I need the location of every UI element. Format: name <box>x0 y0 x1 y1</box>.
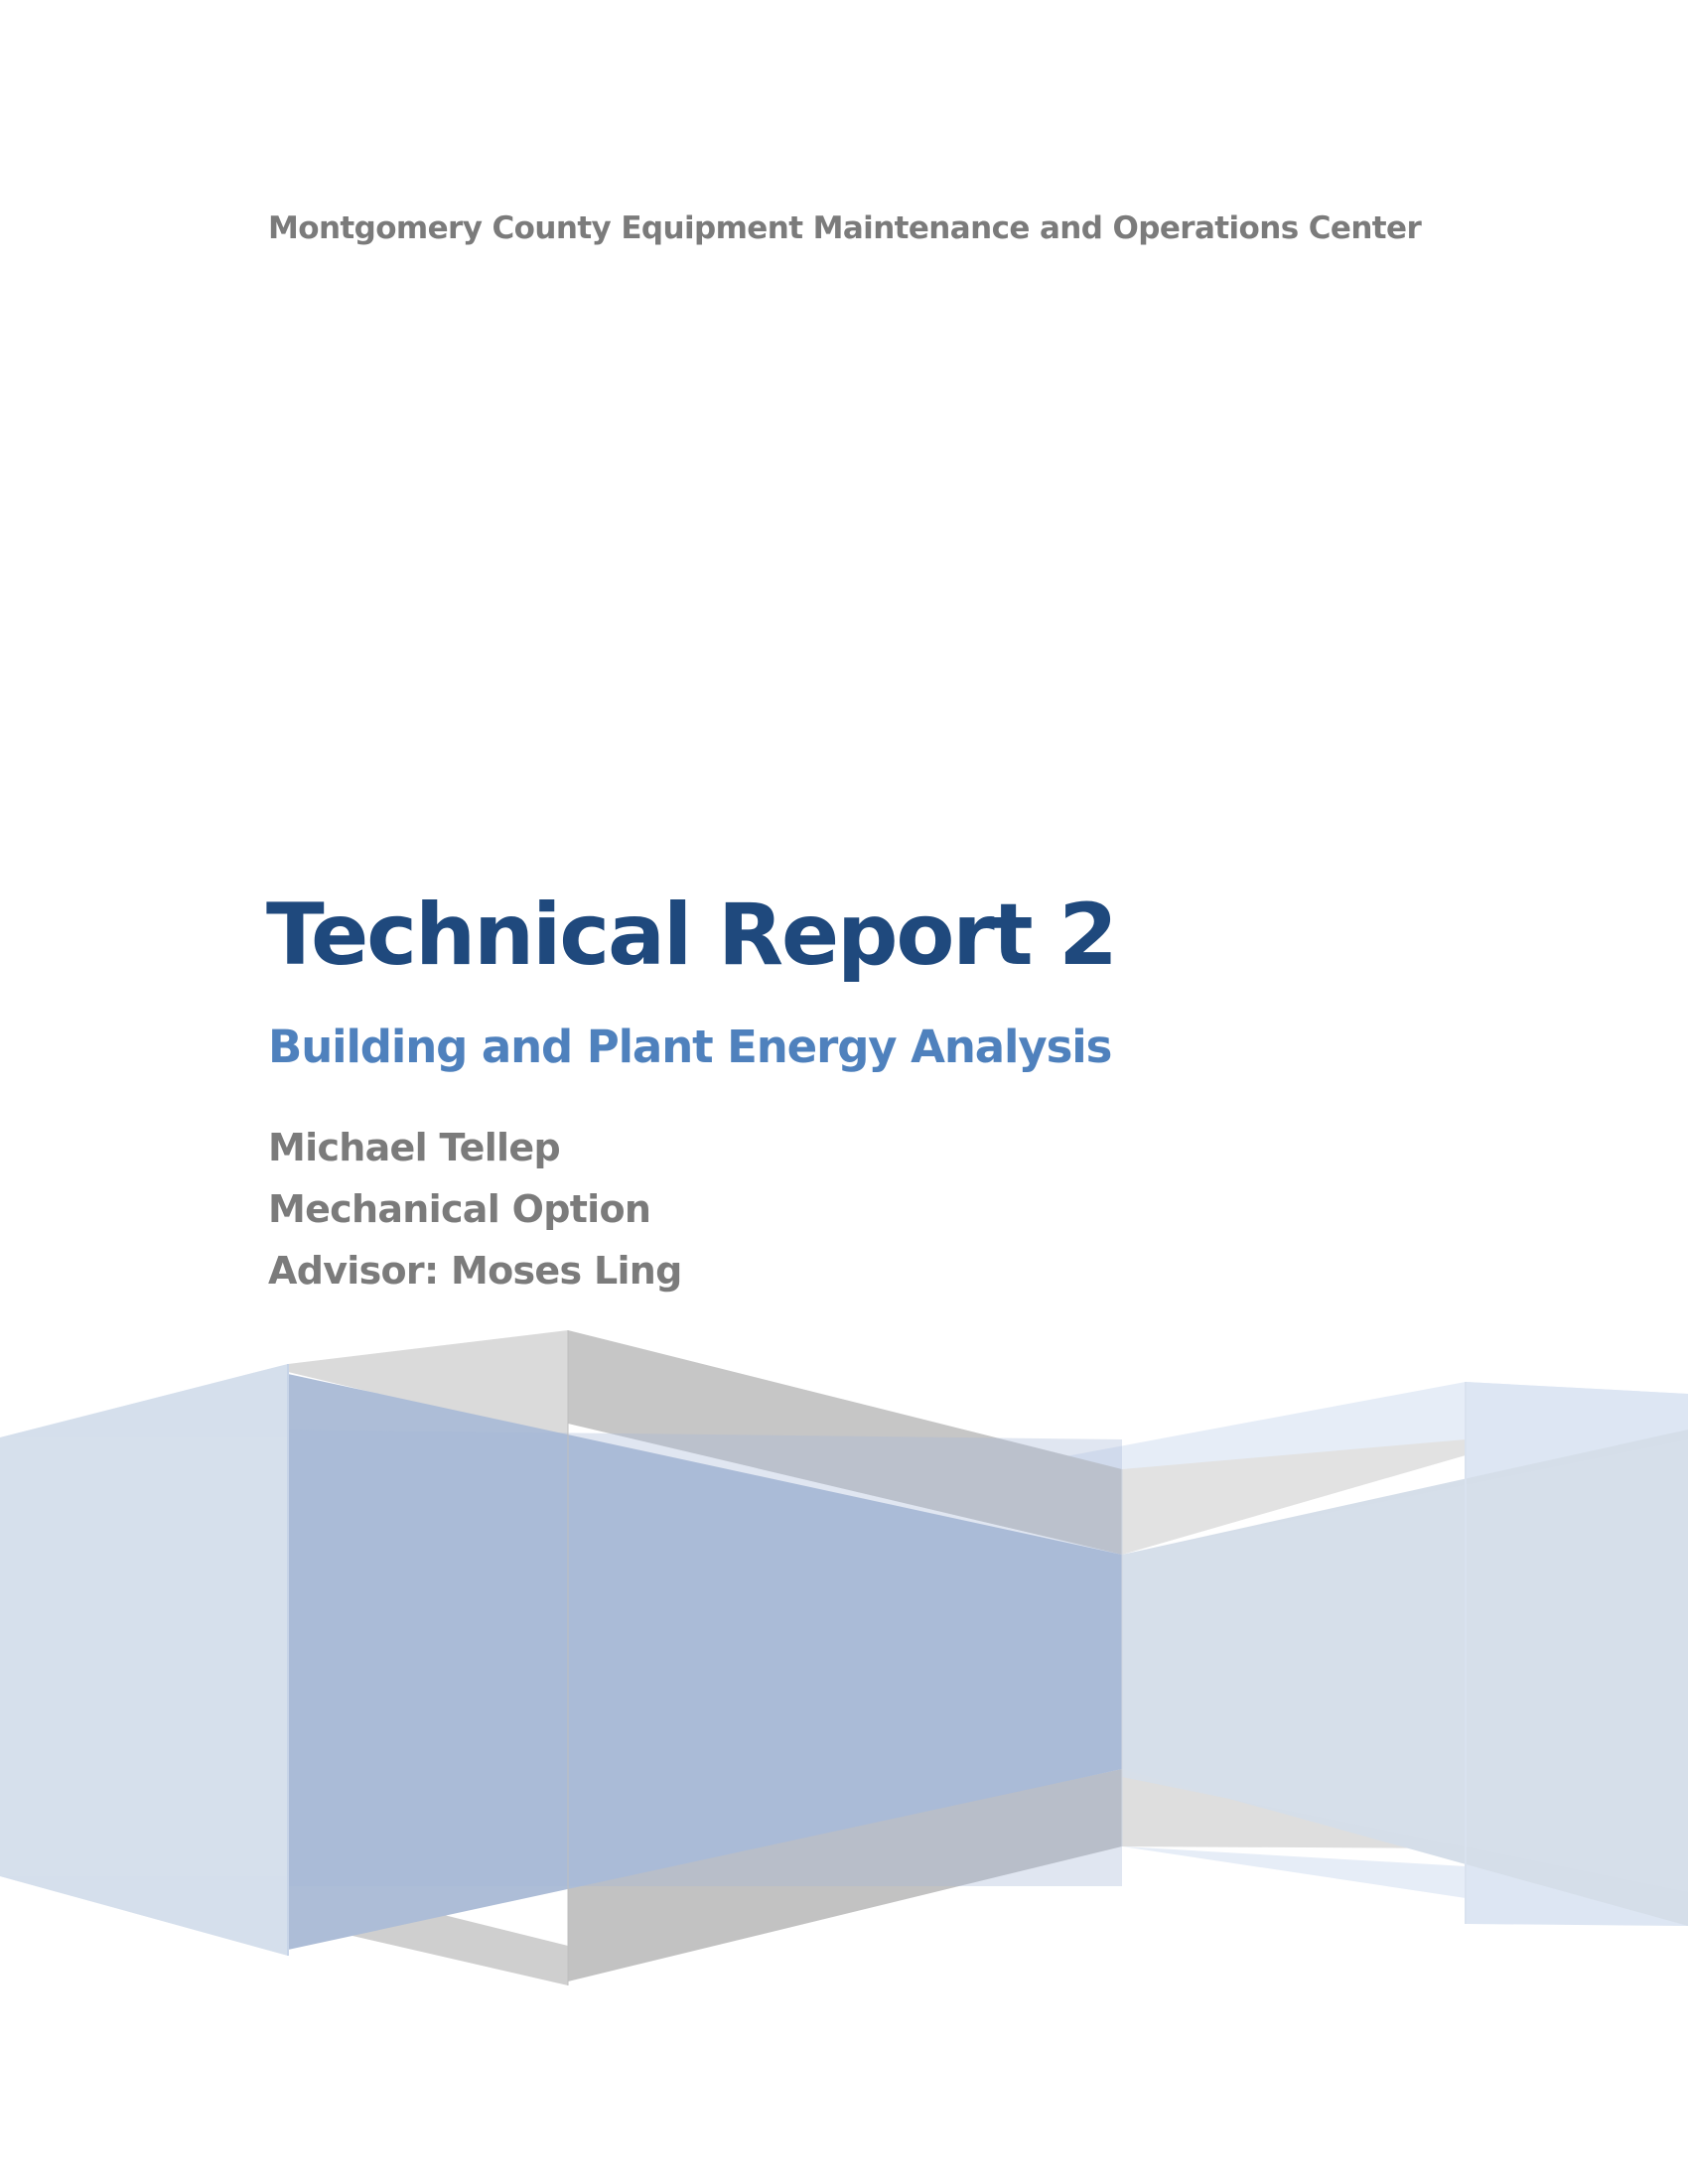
decorative-cover-graphic <box>0 1291 1688 2025</box>
blue-band-center-overlay <box>288 1430 1122 1886</box>
report-title: Technical Report 2 <box>266 886 1116 985</box>
organization-name: Montgomery County Equipment Maintenance and Operations Center <box>268 210 1422 246</box>
author-name: Michael Tellep <box>268 1126 560 1169</box>
blue-band-left-face <box>0 1437 288 1876</box>
report-subtitle: Building and Plant Energy Analysis <box>268 1021 1112 1073</box>
advisor-label: Advisor: Moses Ling <box>268 1249 682 1293</box>
option-label: Mechanical Option <box>268 1187 651 1231</box>
